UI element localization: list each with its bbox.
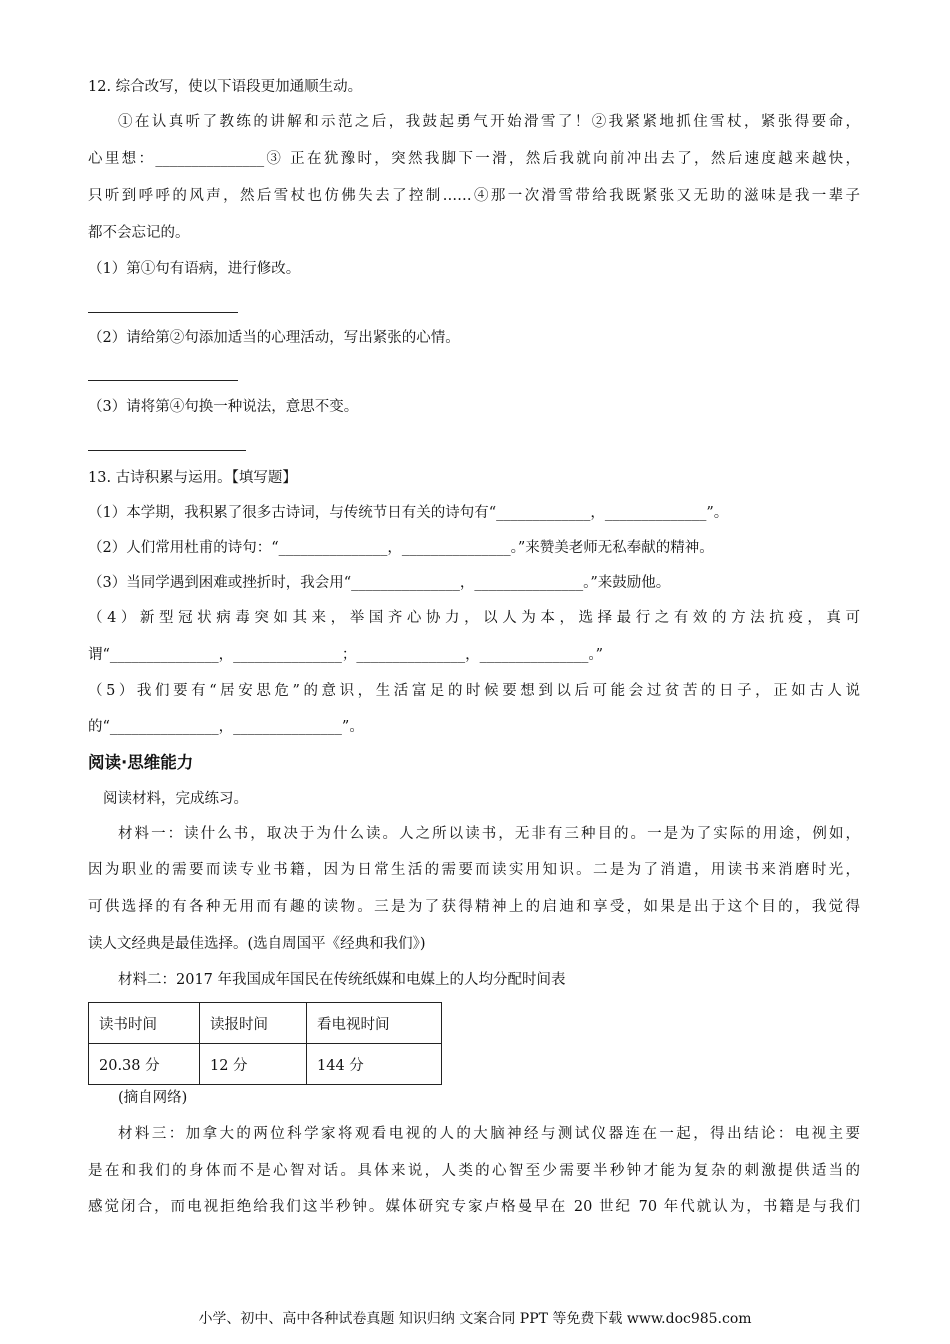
q13-item-5b: 的“_______________，_______________”。 bbox=[88, 719, 364, 735]
q13-item-1: （1）本学期，我积累了很多古诗词，与传统节日有关的诗句有“_____________，______________”。 bbox=[88, 505, 729, 521]
material1-line-4: 读人文经典是最佳选择。(选自周国平《经典和我们》) bbox=[88, 936, 426, 952]
q13-title: 13. 古诗积累与运用。【填写题】 bbox=[88, 470, 297, 486]
table-cell: 144 分 bbox=[307, 1044, 442, 1085]
table-header-cell: 看电视时间 bbox=[307, 1003, 442, 1044]
q12-passage-line-1: ①在认真听了教练的讲解和示范之后，我鼓起勇气开始滑雪了！②我紧紧地抓住雪杖，紧张得要命， bbox=[118, 114, 860, 130]
material3-line-2: 是在和我们的身体而不是心智对话。具体来说，人类的心智至少需要半秒钟才能为复杂的刺激提供适当的 bbox=[88, 1163, 860, 1179]
page-footer: 小学、初中、高中各种试卷真题 知识归纳 文案合同 PPT 等免费下载 www.doc985.com bbox=[198, 1311, 752, 1327]
q12-passage-line-3: 只听到呼呼的风声，然后雪杖也仿佛失去了控制……④那一次滑雪带给我既紧张又无助的滋味是我一辈子 bbox=[88, 188, 860, 204]
q12-sub1: （1）第①句有语病，进行修改。 bbox=[88, 261, 301, 277]
table-header-cell: 读书时间 bbox=[89, 1003, 200, 1044]
q12-passage-line-2: 心里想：_______________③ 正在犹豫时，突然我脚下一滑，然后我就向前冲出去了，然后速度越来越快， bbox=[88, 151, 860, 167]
q12-sub3: （3）请将第④句换一种说法，意思不变。 bbox=[88, 399, 359, 415]
q12-title: 12. 综合改写，使以下语段更加通顺生动。 bbox=[88, 79, 363, 95]
material1-line-3: 可供选择的有各种无用而有趣的读物。三是为了获得精神上的启迪和享受，如果是出于这个目的，我觉得 bbox=[88, 899, 860, 915]
table-row bbox=[89, 1044, 442, 1085]
q13-item-2: （2）人们常用杜甫的诗句：“_______________，_______________。”来赞美老师无私奉献的精神。 bbox=[88, 540, 714, 556]
material1-line-1: 材料一：读什么书，取决于为什么读。人之所以读书，无非有三种目的。一是为了实际的用途，例如， bbox=[118, 826, 860, 842]
answer-line-1[interactable] bbox=[88, 312, 238, 313]
material3-line-1: 材料三：加拿大的两位科学家将观看电视的人的大脑神经与测试仪器连在一起，得出结论：电视主要 bbox=[118, 1126, 860, 1142]
q12-sub2: （2）请给第②句添加适当的心理活动，写出紧张的心情。 bbox=[88, 330, 460, 346]
section-heading: 阅读·思维能力 bbox=[88, 753, 194, 772]
table-header-cell: 读报时间 bbox=[200, 1003, 307, 1044]
material2-title: 材料二：2017 年我国成年国民在传统纸媒和电媒上的人均分配时间表 bbox=[118, 972, 566, 988]
q13-item-4b: 谓“_______________，_______________；_______________，_______________。” bbox=[88, 647, 604, 663]
q13-item-4a: （4）新型冠状病毒突如其来，举国齐心协力，以人为本，选择最行之有效的方法抗疫，真可 bbox=[88, 610, 860, 626]
answer-line-3[interactable] bbox=[88, 450, 246, 451]
answer-line-2[interactable] bbox=[88, 380, 238, 381]
table-cell: 12 分 bbox=[200, 1044, 307, 1085]
q13-item-3: （3）当同学遇到困难或挫折时，我会用“_______________，_______________。”来鼓励他。 bbox=[88, 575, 671, 591]
q13-item-5a: （5）我们要有“居安思危”的意识，生活富足的时候要想到以后可能会过贫苦的日子，正如古人说 bbox=[88, 683, 860, 699]
material3-line-3: 感觉闭合，而电视拒绝给我们这半秒钟。媒体研究专家卢格曼早在 20 世纪 70 年代就认为，书籍是与我们 bbox=[88, 1199, 860, 1215]
table-header-row bbox=[89, 1003, 442, 1044]
reading-time-table bbox=[88, 1002, 442, 1085]
q12-passage-line-4: 都不会忘记的。 bbox=[88, 225, 190, 241]
section-intro: 阅读材料，完成练习。 bbox=[103, 791, 248, 807]
material1-line-2: 因为职业的需要而读专业书籍，因为日常生活的需要而读实用知识。二是为了消遣，用读书来消磨时光， bbox=[88, 862, 860, 878]
table-source: (摘自网络) bbox=[118, 1090, 188, 1106]
table-cell: 20.38 分 bbox=[89, 1044, 200, 1085]
